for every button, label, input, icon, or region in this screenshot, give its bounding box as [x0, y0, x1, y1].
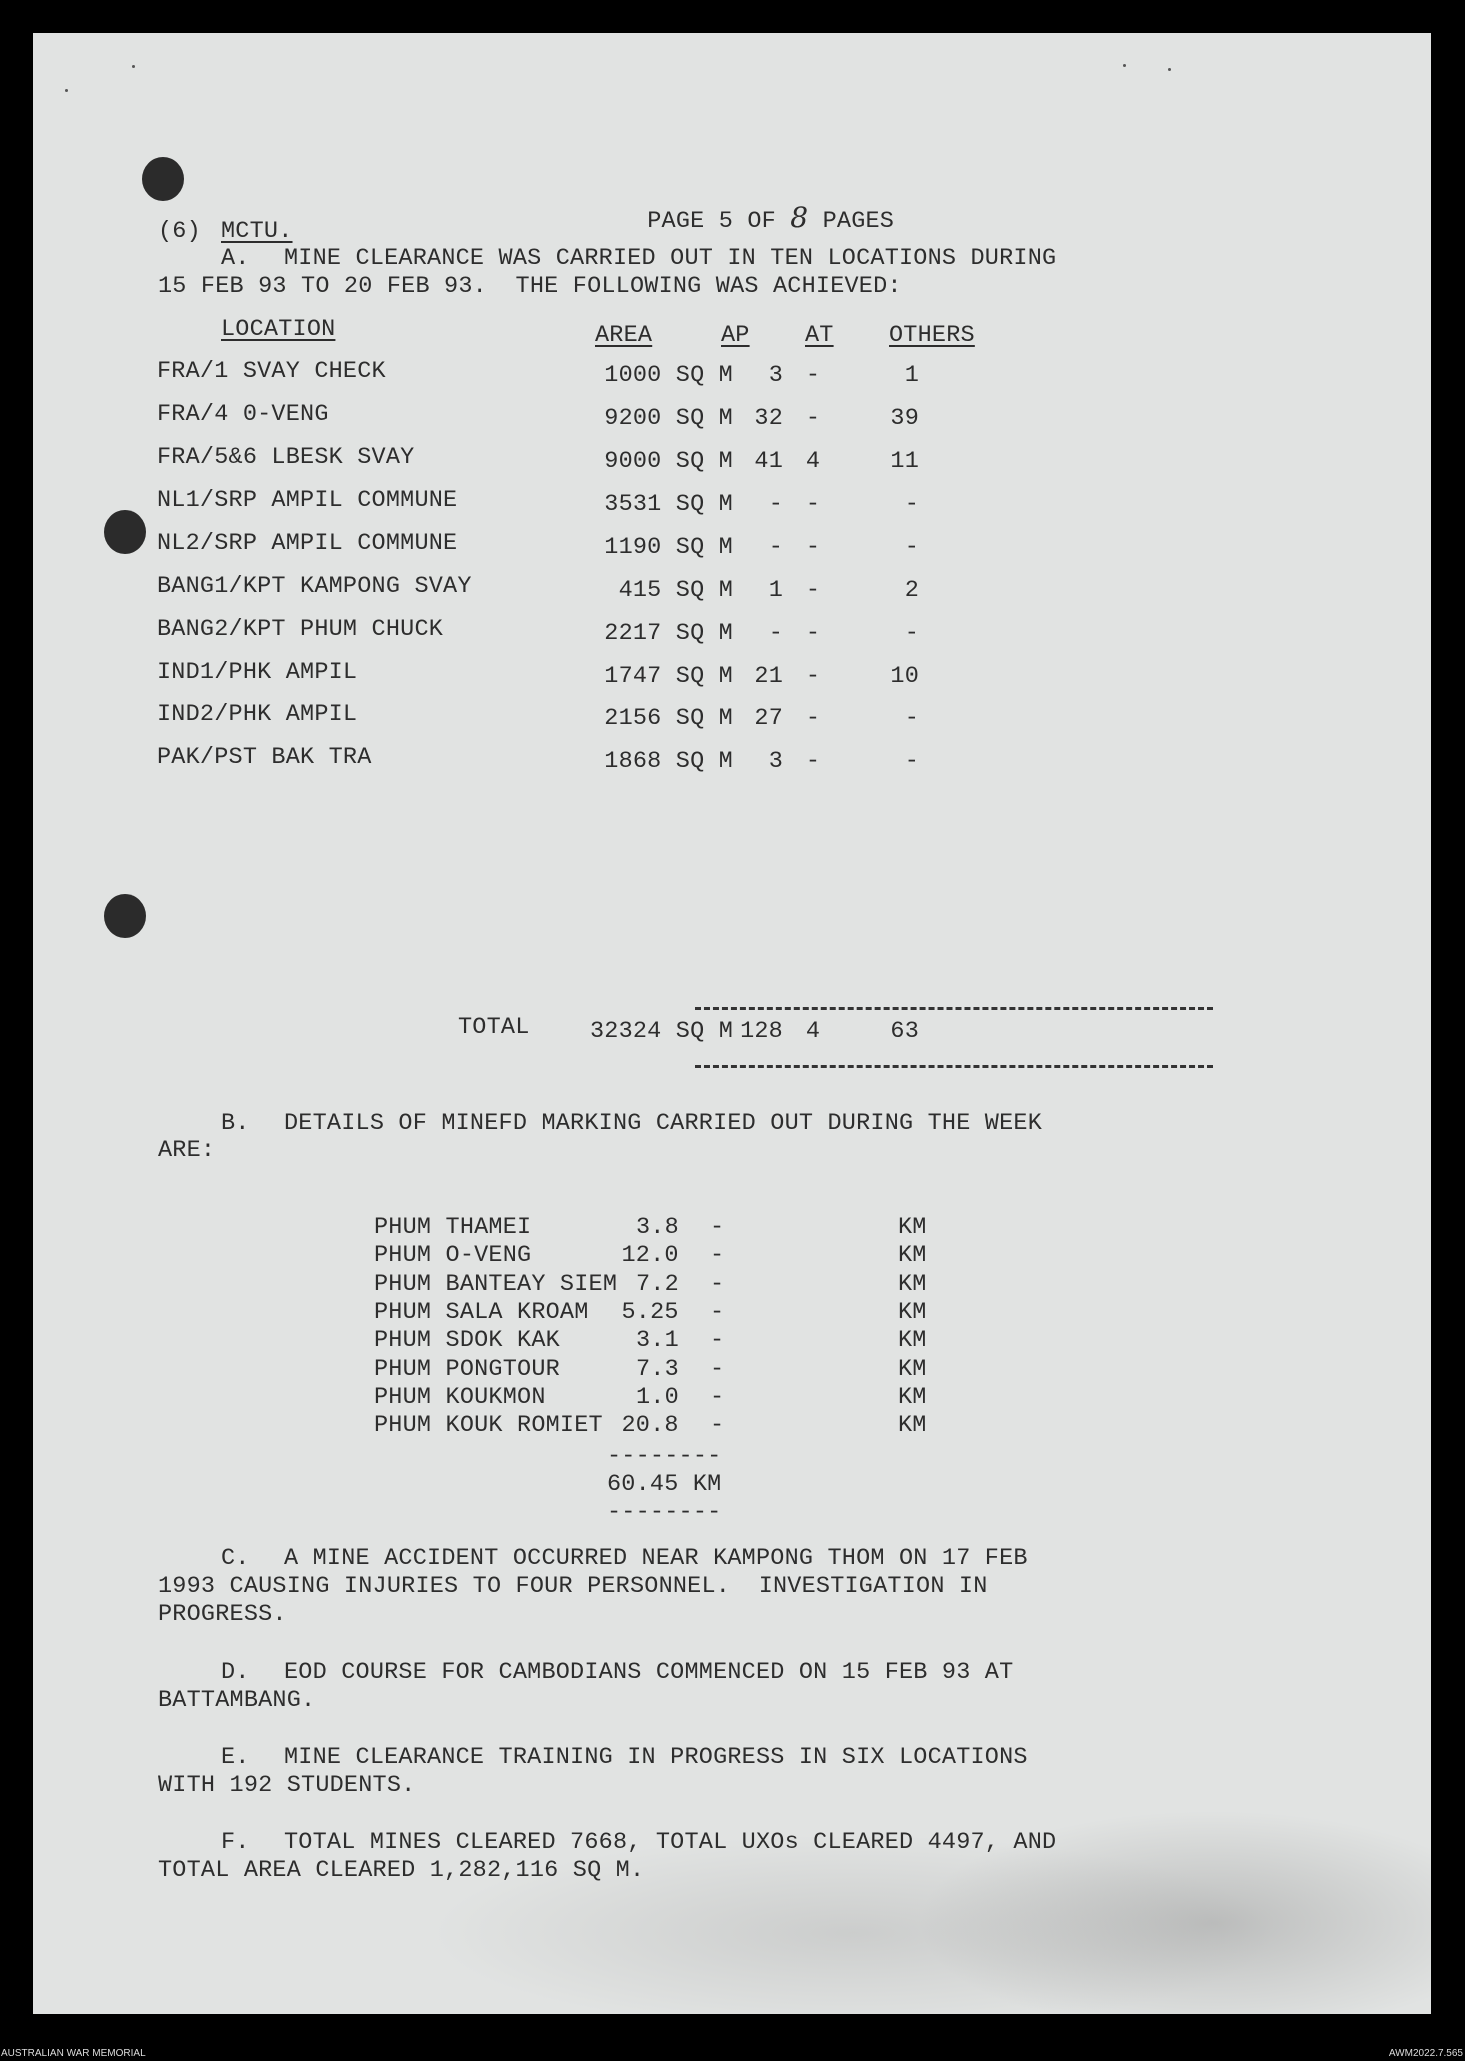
marking-place: PHUM PONGTOUR: [374, 1355, 560, 1383]
cell-at: -: [805, 663, 821, 690]
marking-unit: KM: [898, 1298, 927, 1326]
marking-unit: KM: [898, 1242, 927, 1270]
footer-archive-name: AUSTRALIAN WAR MEMORIAL: [1, 2048, 146, 2059]
cell-location: BANG2/KPT PHUM CHUCK: [157, 616, 444, 643]
para-e-line2: WITH 192 STUDENTS.: [158, 1772, 416, 1799]
para-a-line1: MINE CLEARANCE WAS CARRIED OUT IN TEN LOCATIONS DURING: [284, 245, 1057, 272]
cell-location: NL2/SRP AMPIL COMMUNE: [157, 530, 458, 557]
page-prefix: PAGE 5 OF: [647, 208, 776, 235]
para-c-label: C.: [221, 1545, 250, 1572]
header-location: LOCATION: [221, 316, 336, 343]
table-rule-top: [695, 1007, 1213, 1010]
marking-separator: -: [710, 1270, 725, 1298]
marking-distance: 20.8: [621, 1412, 679, 1440]
cell-at: -: [805, 405, 821, 432]
marking-separator: -: [710, 1298, 725, 1326]
cell-at: -: [805, 534, 821, 561]
para-a-line2: 15 FEB 93 TO 20 FEB 93. THE FOLLOWING WAS ACHIEVED:: [158, 273, 902, 300]
marking-rule-bottom: --------: [607, 1499, 722, 1526]
marking-unit: KM: [898, 1214, 927, 1241]
cell-others: -: [904, 705, 919, 732]
marking-distance: 3.1: [636, 1327, 679, 1355]
cell-others: 39: [890, 405, 919, 432]
marking-place: PHUM THAMEI: [374, 1214, 532, 1241]
marking-distance: 1.0: [636, 1383, 679, 1411]
total-ap: 128: [740, 1018, 783, 1045]
cell-at: -: [805, 705, 821, 732]
total-others: 63: [890, 1018, 919, 1045]
cell-area: 415 SQ M: [618, 577, 733, 604]
marking-distance: 5.25: [621, 1298, 679, 1326]
footer-accession-number: AWM2022.7.565: [1388, 2048, 1463, 2059]
marking-distance: 3.8: [636, 1214, 679, 1241]
marking-rule-top: --------: [607, 1443, 722, 1470]
cell-ap: 1: [768, 577, 783, 604]
speck: [132, 65, 135, 68]
header-area: AREA: [595, 322, 653, 349]
document-page: [33, 33, 1431, 2014]
marking-place: PHUM SDOK KAK: [374, 1327, 560, 1355]
table-rule-bottom: [695, 1065, 1213, 1068]
total-at: 4: [805, 1018, 821, 1045]
cell-location: BANG1/KPT KAMPONG SVAY: [157, 573, 472, 600]
punch-hole: [142, 157, 184, 201]
cell-others: -: [904, 620, 919, 647]
cell-others: 10: [890, 663, 919, 690]
marking-total: 60.45 KM: [607, 1471, 722, 1498]
marking-unit: KM: [898, 1355, 927, 1383]
cell-ap: 27: [754, 705, 783, 732]
cell-location: IND1/PHK AMPIL: [157, 659, 358, 686]
cell-at: 4: [805, 448, 821, 475]
cell-ap: 3: [768, 748, 783, 775]
marking-unit: KM: [898, 1383, 927, 1411]
para-b-line2: ARE:: [158, 1137, 216, 1164]
para-b-line1: DETAILS OF MINEFD MARKING CARRIED OUT DURING THE WEEK: [284, 1110, 1043, 1137]
cell-at: -: [805, 362, 821, 389]
marking-distance: 12.0: [621, 1242, 679, 1270]
cell-at: -: [805, 620, 821, 647]
marking-place: PHUM KOUKMON: [374, 1383, 546, 1411]
cell-location: NL1/SRP AMPIL COMMUNE: [157, 487, 458, 514]
speck: [1168, 68, 1171, 71]
total-area: 32324 SQ M: [589, 1018, 733, 1045]
cell-location: FRA/1 SVAY CHECK: [157, 358, 386, 385]
cell-others: 1: [904, 362, 919, 389]
marking-unit: KM: [898, 1270, 927, 1298]
cell-area: 1868 SQ M: [604, 748, 733, 775]
cell-ap: 3: [768, 362, 783, 389]
marking-place: PHUM KOUK ROMIET: [374, 1412, 603, 1440]
cell-area: 2217 SQ M: [604, 620, 733, 647]
header-at: AT: [805, 322, 834, 349]
cell-at: -: [805, 577, 821, 604]
cell-location: IND2/PHK AMPIL: [157, 701, 358, 728]
cell-area: 1190 SQ M: [604, 534, 733, 561]
header-ap: AP: [721, 322, 750, 349]
cell-ap: -: [768, 491, 783, 518]
marking-separator: -: [710, 1355, 725, 1383]
cell-others: -: [904, 491, 919, 518]
cell-area: 3531 SQ M: [604, 491, 733, 518]
cell-area: 1747 SQ M: [604, 663, 733, 690]
header-others: OTHERS: [889, 322, 975, 349]
marking-separator: -: [710, 1327, 725, 1355]
cell-area: 2156 SQ M: [604, 705, 733, 732]
para-b-label: B.: [221, 1110, 250, 1137]
cell-others: -: [904, 748, 919, 775]
cell-location: PAK/PST BAK TRA: [157, 744, 372, 771]
cell-area: 1000 SQ M: [604, 362, 733, 389]
punch-hole: [104, 894, 146, 938]
marking-place: PHUM SALA KROAM: [374, 1298, 589, 1326]
para-e-label: E.: [221, 1744, 250, 1771]
cell-ap: -: [768, 534, 783, 561]
marking-separator: -: [710, 1383, 725, 1411]
marking-separator: -: [710, 1242, 725, 1270]
para-a-label: A.: [221, 245, 250, 272]
punch-hole: [104, 510, 146, 554]
speck: [65, 89, 68, 92]
para-d-label: D.: [221, 1659, 250, 1686]
cell-location: FRA/5&6 LBESK SVAY: [157, 444, 415, 471]
para-c-line1: A MINE ACCIDENT OCCURRED NEAR KAMPONG THOM ON 17 FEB: [284, 1545, 1028, 1572]
marking-place: PHUM BANTEAY SIEM: [374, 1270, 618, 1298]
section-title: MCTU.: [221, 218, 293, 245]
page-suffix: PAGES: [822, 208, 895, 235]
para-d-line1: EOD COURSE FOR CAMBODIANS COMMENCED ON 15 FEB 93 AT: [284, 1659, 1014, 1686]
total-label: TOTAL: [458, 1014, 530, 1041]
para-c-line3: PROGRESS.: [158, 1601, 287, 1628]
cell-area: 9000 SQ M: [604, 448, 733, 475]
marking-separator: -: [710, 1412, 725, 1440]
cell-location: FRA/4 0-VENG: [157, 401, 329, 428]
cell-area: 9200 SQ M: [604, 405, 733, 432]
para-f-label: F.: [221, 1829, 250, 1856]
handwritten-page-total: 8: [790, 201, 809, 234]
para-d-line2: BATTAMBANG.: [158, 1687, 316, 1714]
section-number: (6): [158, 218, 201, 245]
para-f-line2: TOTAL AREA CLEARED 1,282,116 SQ M.: [158, 1857, 645, 1884]
cell-ap: 32: [754, 405, 783, 432]
marking-distance: 7.2: [636, 1270, 679, 1298]
marking-unit: KM: [898, 1412, 927, 1440]
cell-ap: 41: [754, 448, 783, 475]
cell-at: -: [805, 491, 821, 518]
cell-others: 11: [890, 448, 919, 475]
speck: [1123, 64, 1126, 67]
para-c-line2: 1993 CAUSING INJURIES TO FOUR PERSONNEL. INVESTIGATION IN: [158, 1573, 988, 1600]
cell-ap: -: [768, 620, 783, 647]
marking-distance: 7.3: [636, 1355, 679, 1383]
marking-separator: -: [710, 1214, 725, 1241]
para-e-line1: MINE CLEARANCE TRAINING IN PROGRESS IN SIX LOCATIONS: [284, 1744, 1028, 1771]
cell-at: -: [805, 748, 821, 775]
cell-others: -: [904, 534, 919, 561]
marking-place: PHUM O-VENG: [374, 1242, 532, 1270]
para-f-line1: TOTAL MINES CLEARED 7668, TOTAL UXOs CLEARED 4497, AND: [284, 1829, 1057, 1856]
marking-unit: KM: [898, 1327, 927, 1355]
cell-others: 2: [904, 577, 919, 604]
cell-ap: 21: [754, 663, 783, 690]
